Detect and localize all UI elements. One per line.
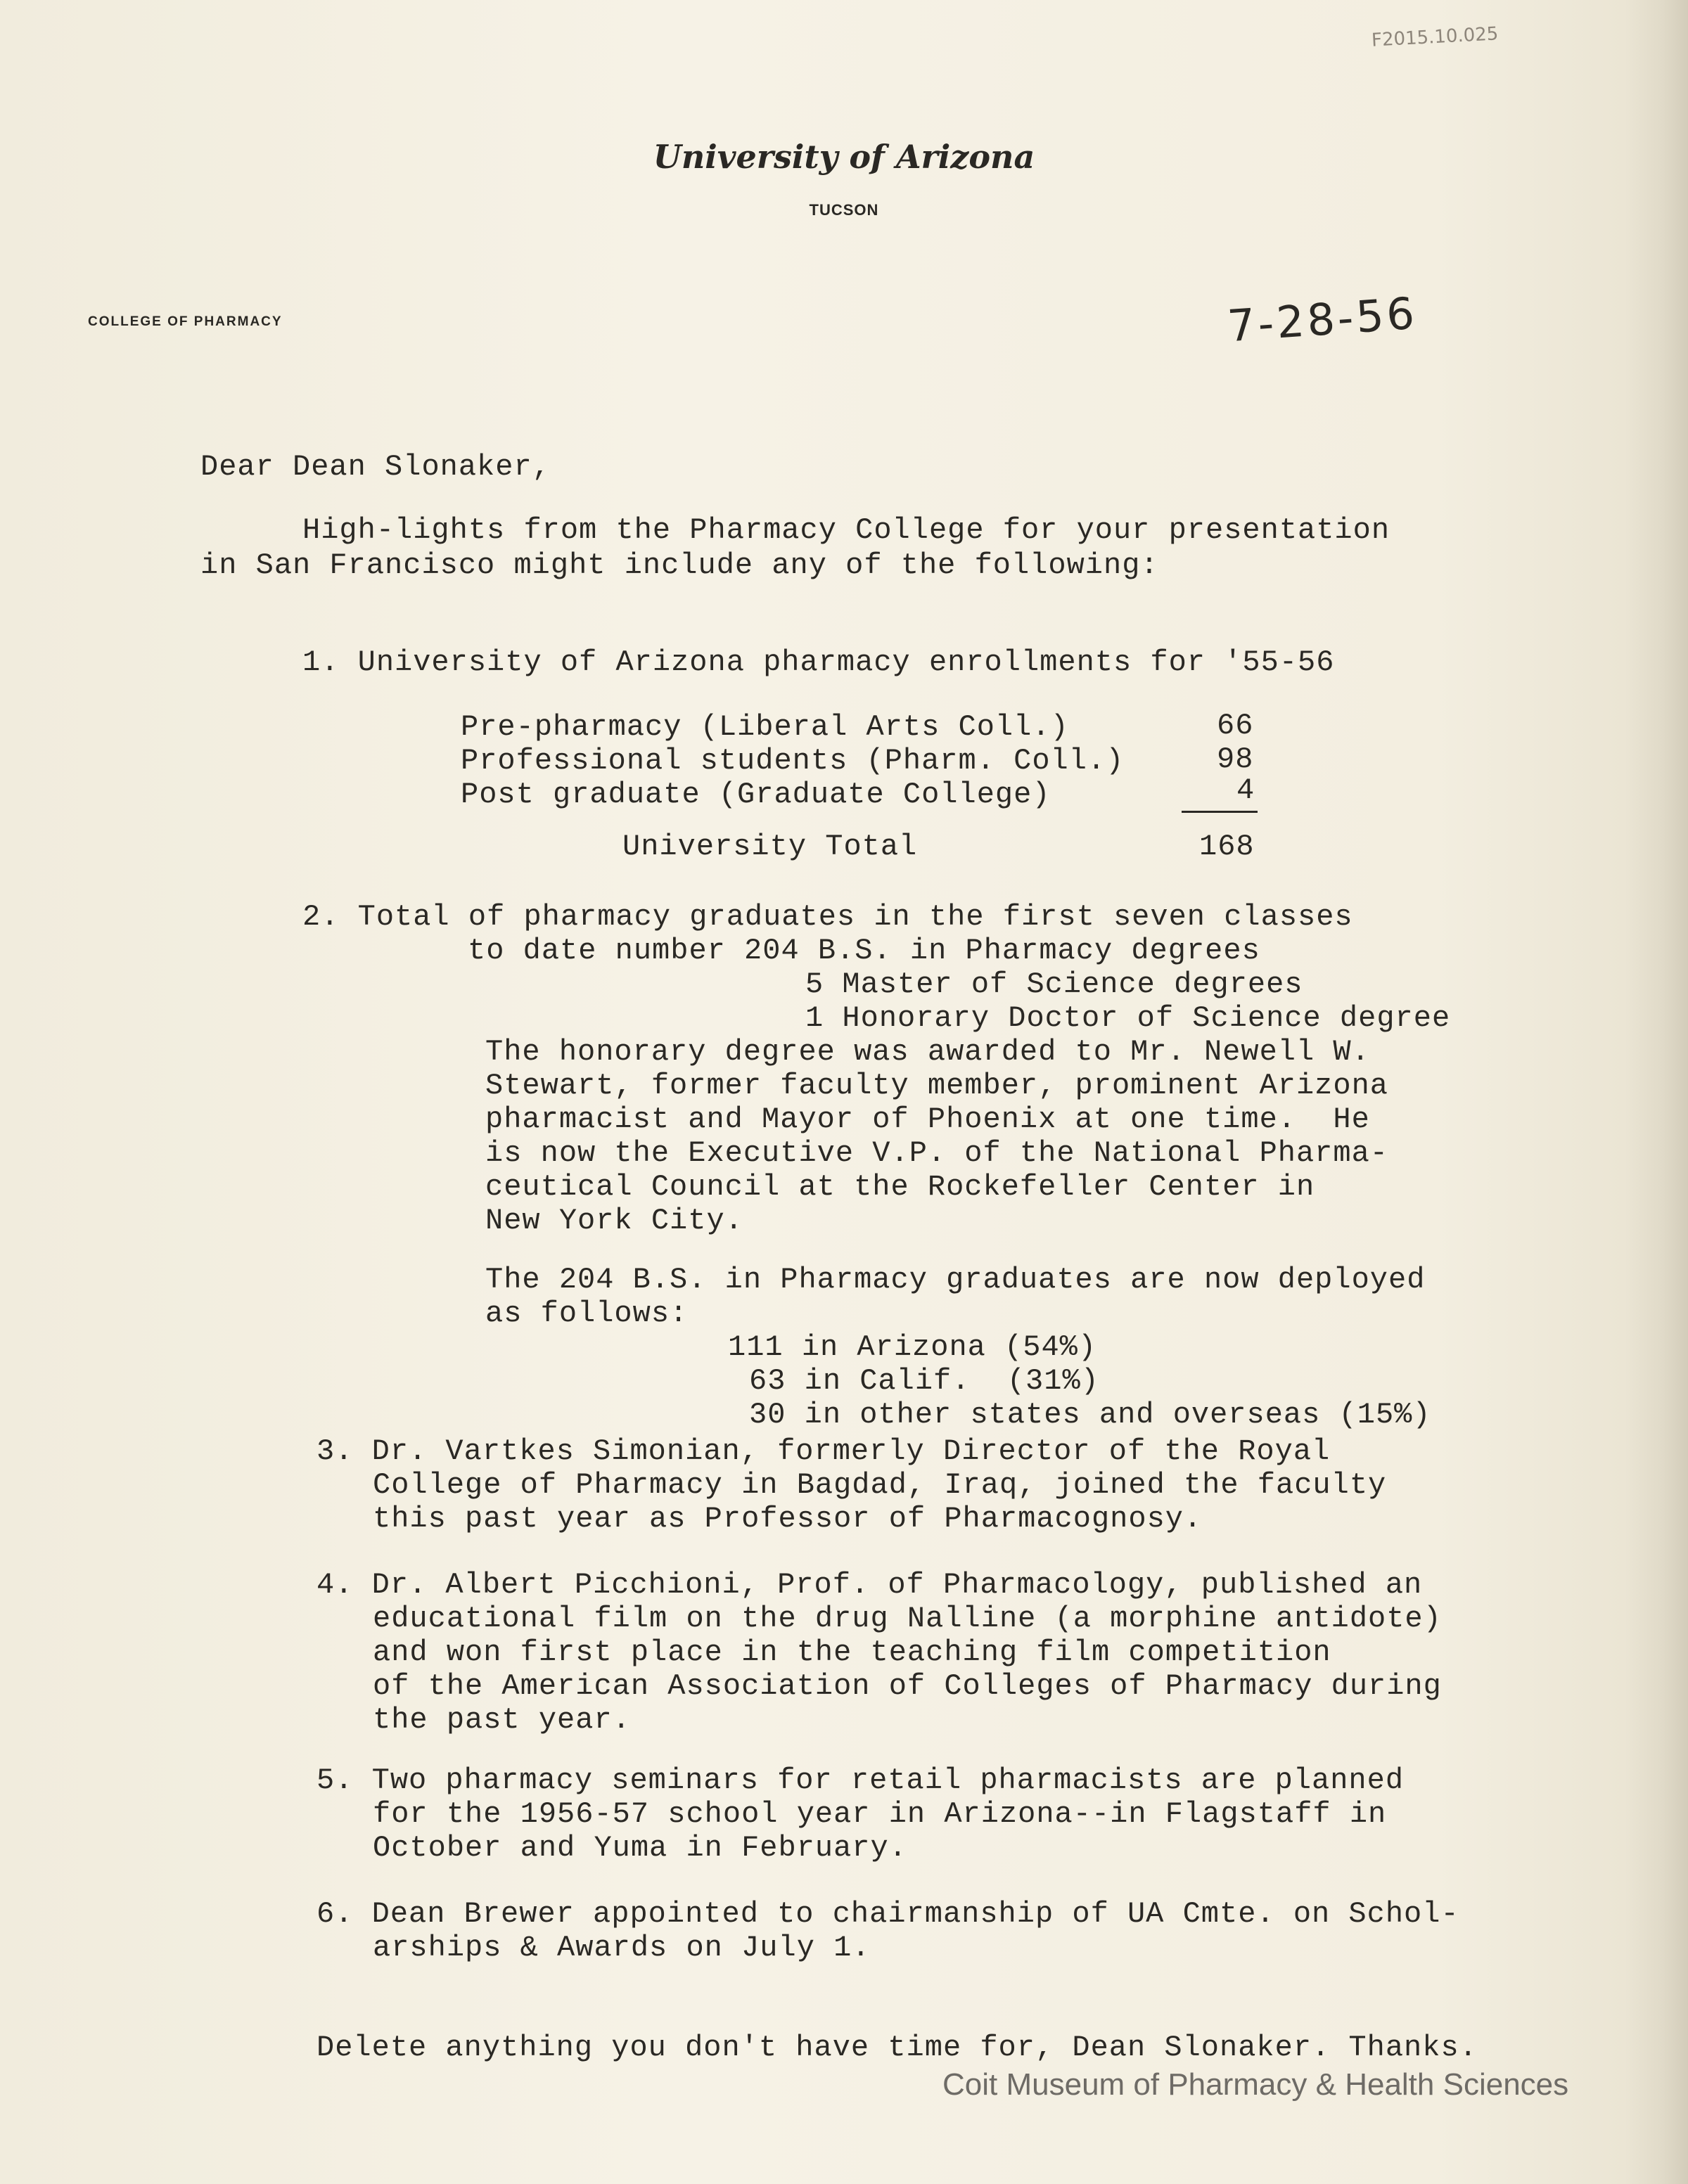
- enrollment-value: 4: [1236, 773, 1255, 807]
- item-2-line: 2. Total of pharmacy graduates in the first seven classes: [302, 900, 1353, 934]
- letterhead-city: TUCSON: [809, 201, 879, 219]
- deployment-paragraph-line: The 204 B.S. in Pharmacy graduates are now deployed: [485, 1263, 1426, 1297]
- salutation: Dear Dean Slonaker,: [200, 450, 551, 484]
- honorary-paragraph-line: ceutical Council at the Rockefeller Center in: [485, 1170, 1315, 1204]
- corner-accession-note: F2015.10.025: [1371, 23, 1500, 51]
- total-label: University Total: [622, 830, 918, 863]
- item-4-line: educational film on the drug Nalline (a morphine antidote): [373, 1602, 1442, 1636]
- closing-line: Delete anything you don't have time for, Dean Slonaker. Thanks.: [316, 2031, 1478, 2064]
- item-2-line: to date number 204 B.S. in Pharmacy degrees: [468, 934, 1260, 968]
- deployment-item: 63 in Calif. (31%): [749, 1364, 1099, 1398]
- intro-line: in San Francisco might include any of the following:: [200, 548, 1159, 582]
- item-4-line: 4. Dr. Albert Picchioni, Prof. of Pharmacology, published an: [316, 1568, 1423, 1602]
- item-2-line: 1 Honorary Doctor of Science degree: [805, 1001, 1451, 1035]
- museum-watermark: Coit Museum of Pharmacy & Health Sciences: [942, 2067, 1569, 2102]
- item-3-line: this past year as Professor of Pharmacognosy.: [373, 1502, 1203, 1536]
- item-5-line: for the 1956-57 school year in Arizona--in Flagstaff in: [373, 1797, 1387, 1831]
- handwritten-date: 7-28-56: [1225, 287, 1419, 352]
- intro-line: High-lights from the Pharmacy College for your presentation: [302, 513, 1390, 547]
- item-3-line: 3. Dr. Vartkes Simonian, formerly Director of the Royal: [316, 1434, 1331, 1468]
- honorary-paragraph-line: New York City.: [485, 1204, 743, 1238]
- item-5-line: October and Yuma in February.: [373, 1831, 907, 1865]
- enrollment-label: Post graduate (Graduate College): [461, 778, 1051, 811]
- honorary-paragraph-line: The honorary degree was awarded to Mr. Newell W.: [485, 1035, 1370, 1069]
- total-value: 168: [1199, 830, 1255, 863]
- item-4-line: of the American Association of Colleges of Pharmacy during: [373, 1669, 1442, 1703]
- deployment-paragraph-line: as follows:: [485, 1297, 689, 1330]
- item-6-line: arships & Awards on July 1.: [373, 1931, 871, 1965]
- honorary-paragraph-line: is now the Executive V.P. of the National Pharma-: [485, 1136, 1389, 1170]
- item-6-line: 6. Dean Brewer appointed to chairmanship of UA Cmte. on Schol-: [316, 1897, 1459, 1931]
- letterhead-institution: University of Arizona: [653, 138, 1035, 176]
- honorary-paragraph-line: pharmacist and Mayor of Phoenix at one time. He: [485, 1103, 1370, 1136]
- deployment-item: 30 in other states and overseas (15%): [749, 1398, 1431, 1432]
- item-5-line: 5. Two pharmacy seminars for retail pharmacists are planned: [316, 1764, 1405, 1797]
- enrollment-label: Professional students (Pharm. Coll.): [461, 744, 1125, 778]
- item-3-line: College of Pharmacy in Bagdad, Iraq, joined the faculty: [373, 1468, 1387, 1502]
- enrollment-value: 66: [1217, 709, 1254, 743]
- honorary-paragraph-line: Stewart, former faculty member, prominent Arizona: [485, 1069, 1389, 1103]
- enrollment-value: 98: [1217, 743, 1254, 776]
- deployment-item: 111 in Arizona (54%): [728, 1330, 1097, 1364]
- page-edge-shadow: [1625, 0, 1688, 2184]
- item-4-line: and won first place in the teaching film competition: [373, 1636, 1331, 1669]
- letterhead-college: COLLEGE OF PHARMACY: [88, 314, 283, 329]
- item-1-heading: 1. University of Arizona pharmacy enrollments for '55-56: [302, 645, 1335, 679]
- sum-underline: [1182, 811, 1258, 813]
- item-2-line: 5 Master of Science degrees: [805, 968, 1303, 1001]
- enrollment-label: Pre-pharmacy (Liberal Arts Coll.): [461, 710, 1069, 744]
- item-4-line: the past year.: [373, 1703, 631, 1737]
